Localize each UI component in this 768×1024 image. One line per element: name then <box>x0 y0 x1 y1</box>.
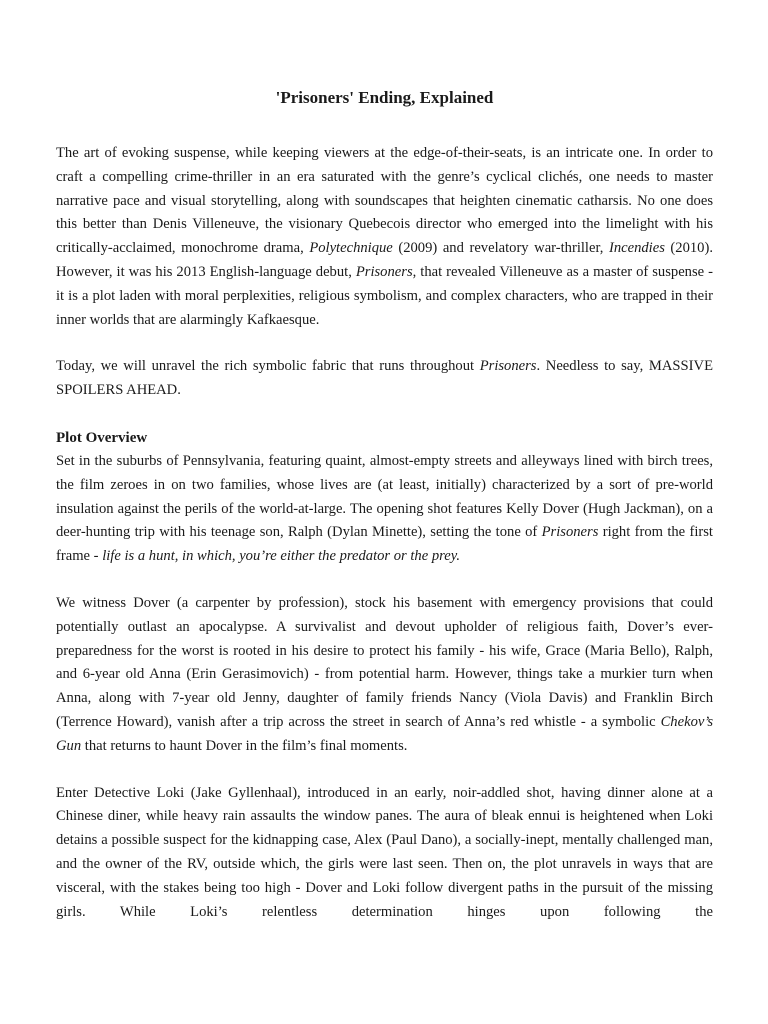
film-title-prisoners-2: Prisoners <box>479 358 537 375</box>
plot-paragraph-1 <box>56 450 713 569</box>
plot-paragraph-2 <box>56 592 713 759</box>
intro-p1-text-b: (2009) and revelatory war-thriller, <box>392 240 609 257</box>
film-title-polytechnique: Polytechnique <box>309 240 393 257</box>
plot-p2-text-a: We witness Dover (a carpenter by profession), stock his basement with emergency provisions that could potentially outlast an apocalypse. A survivalist and devout upholder of religious faith, Dover’s ever-preparedness for the worst is rooted in his desire to protect his family - his wife, Grace (Maria Bello), Ralph, and 6-year old Anna (Erin Gerasimovich) - from potential harm. However, things take a murkier turn when Anna, along with 7-year old Jenny, daughter of family friends Nancy (Viola Davis) and Franklin Birch (Terrence Howard), vanish after a trip across the street in search of Anna’s red whistle - a symbolic <box>56 594 713 730</box>
plot-p1-text-a: Set in the suburbs of Pennsylvania, featuring quaint, almost-empty streets and alleyways lined with birch trees, the film zeroes in on two families, whose lives are (at least, initially) characterized by a sort of pre-world insulation against the perils of the world-at-large. The opening shot features Kelly Dover (Hugh Jackman), on a deer-hunting trip with his teenage son, Ralph (Dylan Minette), setting the tone of <box>56 452 713 541</box>
document-page <box>56 86 713 924</box>
intro-paragraph-1 <box>56 142 713 332</box>
intro-p1-text-c: (2010). However, it was his 2013 English-language debut, <box>56 240 713 280</box>
film-title-prisoners-3: Prisoners <box>541 524 599 541</box>
intro-p2-text-b: . Needless to say, MASSIVE SPOILERS AHEAD. <box>56 358 713 399</box>
plot-p1-text-b: right from the first frame - <box>56 524 713 565</box>
film-title-incendies: Incendies <box>608 240 665 257</box>
intro-p2-text-a: Today, we will unravel the rich symbolic fabric that runs throughout <box>56 358 480 375</box>
intro-p1-text-a: The art of evoking suspense, while keeping viewers at the edge-of-their-seats, is an intricate one. In order to craft a compelling crime-thriller in an era saturated with the genre’s cyclical clichés, one needs to master narrative pace and visual storytelling, along with soundscapes that heighten cinematic catharsis. No one does this better than Denis Villeneuve, the visionary Quebecois director who emerged into the limelight with his critically-acclaimed, monochrome drama, <box>56 145 713 257</box>
plot-p2-text-b: that returns to haunt Dover in the film’s final moments. <box>81 737 408 754</box>
section-heading-plot-overview: Plot Overview <box>56 429 148 446</box>
chekovs-gun-term: Chekov’s Gun <box>56 713 713 754</box>
film-title-prisoners: Prisoners <box>355 263 413 280</box>
intro-p1-text-d: , that revealed Villeneuve as a master of suspense - it is a plot laden with moral perplexities, religious symbolism, and complex characters, who are trapped in their inner worlds that are alarmingly Kafkaesque. <box>56 263 713 328</box>
intro-paragraph-2 <box>56 355 713 403</box>
plot-p1-quote: life is a hunt, in which, you’re either the predator or the prey. <box>102 548 461 565</box>
plot-paragraph-3: Enter Detective Loki (Jake Gyllenhaal), introduced in an early, noir-addled shot, having dinner alone at a Chinese diner, while heavy rain assaults the window panes. The aura of bleak ennui is heightened when Loki detains a possible suspect for the kidnapping case, Alex (Paul Dano), a socially-inept, mentally challenged man, and the owner of the RV, outside which, the girls were last seen. Then on, the plot unravels in ways that are visceral, with the stakes being too high - Dover and Loki follow divergent paths in the pursuit of the missing girls. While Loki’s relentless determination hinges upon following the <box>56 784 713 920</box>
page-title: 'Prisoners' Ending, Explained <box>275 88 494 107</box>
